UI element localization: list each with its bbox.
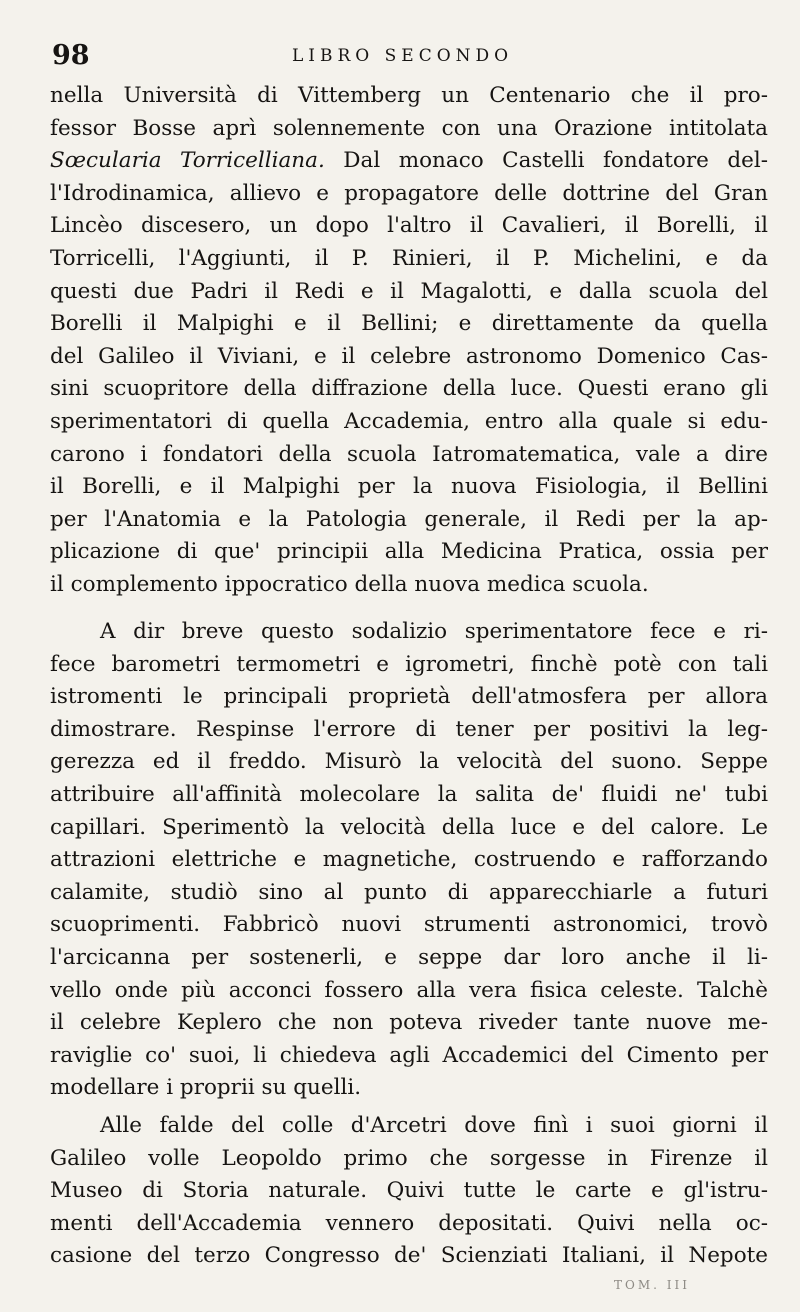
text-line: il complemento ippocratico della nuova medica scuola.	[50, 571, 649, 597]
text-line: Sœcularia Torricelliana. Dal monaco Castelli fondatore del-	[50, 148, 768, 174]
text-line: per l'Anatomia e la Patologia generale, il Redi per la ap-	[50, 506, 768, 532]
text-line: menti dell'Accademia vennero depositati. Quivi nella oc-	[50, 1210, 768, 1236]
text-line: modellare i proprii su quelli.	[50, 1075, 362, 1101]
text-line: calamite, studiò sino al punto di apparecchiarle a futuri	[50, 879, 768, 905]
text-line: il celebre Keplero che non poteva riveder tante nuove me-	[50, 1010, 768, 1036]
text-line: del Galileo il Viviani, e il celebre astronomo Domenico Cas-	[50, 343, 768, 369]
paragraph-3	[50, 1110, 768, 1273]
text-line: raviglie co' suoi, li chiedeva agli Accademici del Cimento per	[50, 1042, 768, 1068]
text-line: attribuire all'affinità molecolare la salita de' fluidi ne' tubi	[50, 781, 768, 807]
signature-mark: TOM. III	[614, 1278, 690, 1292]
text-line: carono i fondatori della scuola Iatromatematica, vale a dire	[50, 441, 768, 467]
text-line: attrazioni elettriche e magnetiche, costruendo e rafforzando	[50, 847, 768, 873]
text-line: Galileo volle Leopoldo primo che sorgesse in Firenze il	[50, 1145, 768, 1171]
text-line: questi due Padri il Redi e il Magalotti, e dalla scuola del	[50, 278, 768, 304]
text-line: capillari. Sperimentò la velocità della luce e del calore. Le	[50, 814, 768, 840]
text-line: Museo di Storia naturale. Quivi tutte le carte e gl'istru-	[50, 1178, 768, 1204]
text-line: l'arcicanna per sostenerli, e seppe dar loro anche il li-	[50, 944, 768, 970]
text-line: Torricelli, l'Aggiunti, il P. Rinieri, il P. Michelini, e da	[50, 245, 768, 271]
text-line: vello onde più acconci fossero alla vera fisica celeste. Talchè	[50, 977, 768, 1003]
text-line: casione del terzo Congresso de' Scienziati Italiani, il Nepote	[50, 1243, 768, 1269]
paragraph-2	[50, 616, 768, 1105]
text-line: l'Idrodinamica, allievo e propagatore delle dottrine del Gran	[50, 180, 768, 206]
running-head: LIBRO SECONDO	[292, 46, 514, 66]
text-line: fece barometri termometri e igrometri, finchè potè con tali	[50, 651, 768, 677]
text-line: gerezza ed il freddo. Misurò la velocità del suono. Seppe	[50, 749, 768, 775]
italic-title: Sœcularia Torricelliana.	[50, 148, 325, 174]
text-line: Alle falde del colle d'Arcetri dove finì i suoi giorni il	[100, 1113, 768, 1138]
text-line: nella Università di Vittemberg un Centenario che il pro-	[50, 83, 768, 108]
text-line: scuoprimenti. Fabbricò nuovi strumenti astronomici, trovò	[50, 912, 768, 938]
text-line: plicazione di que' principii alla Medicina Pratica, ossia per	[50, 539, 768, 565]
text-line: il Borelli, e il Malpighi per la nuova Fisiologia, il Bellini	[50, 474, 768, 500]
page-header	[52, 36, 772, 76]
text-line: istromenti le principali proprietà dell'atmosfera per allora	[50, 684, 768, 710]
paragraph-1	[50, 80, 768, 602]
text-line: Borelli il Malpighi e il Bellini; e direttamente da quella	[50, 311, 768, 337]
text-line: fessor Bosse aprì solennemente con una Orazione intitolata	[50, 115, 768, 141]
page-number: 98	[52, 40, 90, 71]
text-line: sperimentatori di quella Accademia, entro alla quale si edu-	[50, 408, 768, 434]
text-line: A dir breve questo sodalizio sperimentatore fece e ri-	[100, 619, 768, 644]
text-line: dimostrare. Respinse l'errore di tener per positivi la leg-	[50, 716, 768, 742]
text-line: sini scuopritore della diffrazione della luce. Questi erano gli	[50, 376, 768, 402]
text-line: Lincèo discesero, un dopo l'altro il Cavalieri, il Borelli, il	[50, 213, 768, 239]
